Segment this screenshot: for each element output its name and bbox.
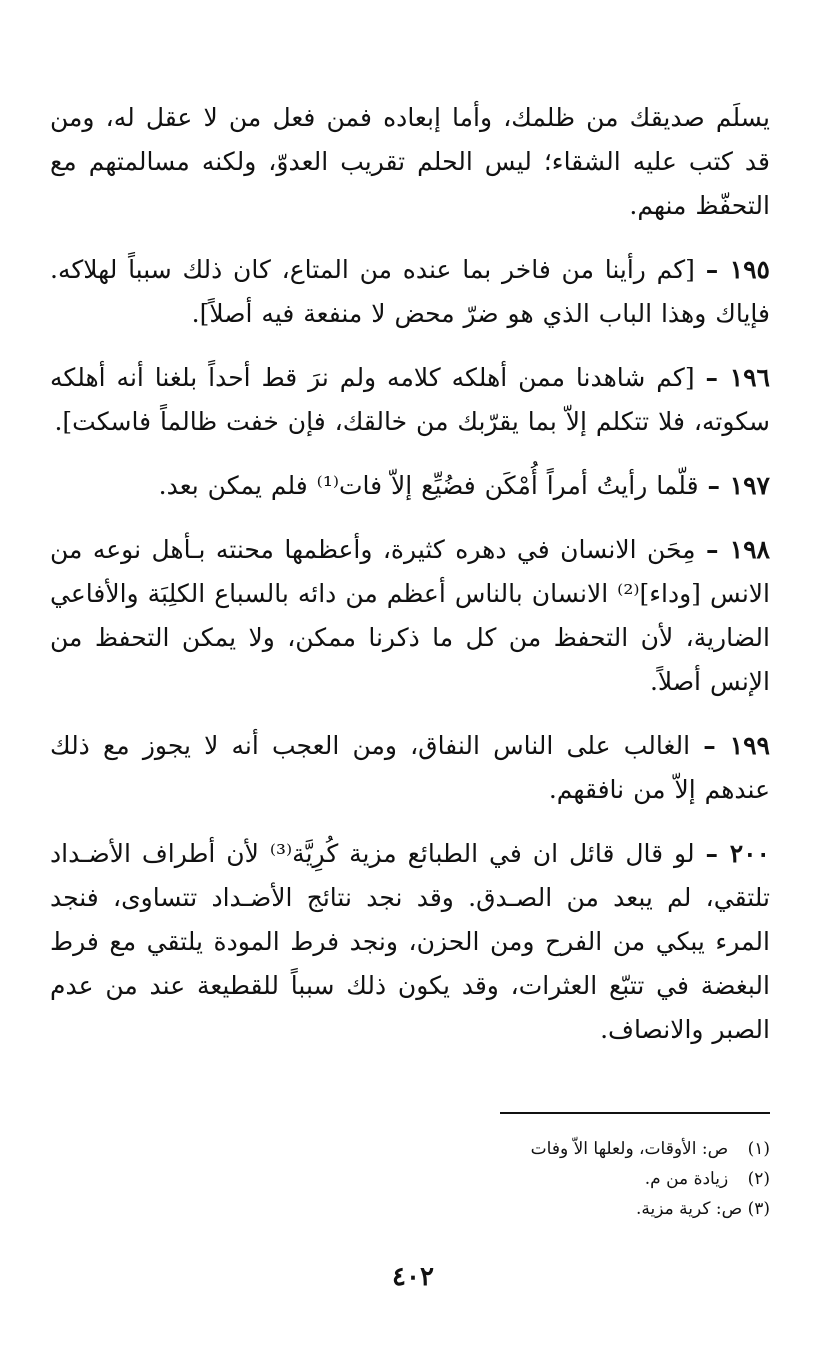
- paragraph-text: [كم شاهدنا ممن أهلكه كلامه ولم نرَ قط أحداً بلغنا أنه أهلكه سكوته، فلا تتكلم إلاّ بما يقرّبك من خالقك، فإن خفت ظالماً فاسكت].: [50, 363, 770, 436]
- paragraph-number: ١٩٨ –: [705, 535, 770, 564]
- footnote-1: [250, 1134, 770, 1164]
- paragraph-text: مِحَن الانسان في دهره كثيرة، وأعظمها محنته بـأهل نوعه من الانس [وداء]⁽²⁾ الانسان بالناس أعظم من دائه بالسباع الكلِبَة والأفاعي الضارية، لأن التحفظ من كل ما ذكرنا ممكن، ولا يمكن التحفظ من الإنس أصلاً.: [50, 535, 770, 696]
- paragraph-text: [كم رأينا من فاخر بما عنده من المتاع، كان ذلك سبباً لهلاكه. فإياك وهذا الباب الذي هو ضرّ محض لا منفعة فيه أصلاً].: [50, 255, 770, 328]
- paragraph-intro: [50, 96, 770, 228]
- paragraph-number: ١٩٧ –: [707, 471, 770, 500]
- footnote-2: [250, 1164, 770, 1194]
- paragraph-195: [50, 248, 770, 336]
- footnote-mark: (٢): [747, 1169, 770, 1189]
- paragraph-199: [50, 724, 770, 812]
- page-body: [50, 96, 770, 1072]
- paragraph-200: [50, 832, 770, 1052]
- paragraph-number: ١٩٥ –: [705, 255, 770, 284]
- paragraph-196: [50, 356, 770, 444]
- footnote-divider: [500, 1112, 770, 1114]
- paragraph-number: ١٩٩ –: [703, 731, 770, 760]
- paragraph-number: ٢٠٠ –: [705, 839, 770, 868]
- footnote-text: زيادة من م.: [644, 1169, 729, 1189]
- footnote-mark: (١): [747, 1139, 770, 1159]
- footnote-text: ص: كرية مزية.: [636, 1199, 743, 1219]
- footnote-text: ص: الأوقات، ولعلها الاّ وفات: [530, 1139, 729, 1159]
- paragraph-text: قلّما رأيتُ أمراً أُمْكَن فضُيِّع إلاّ فات⁽¹⁾ فلم يمكن بعد.: [158, 471, 699, 500]
- paragraph-text: يسلَم صديقك من ظلمك، وأما إبعاده فمن فعل من لا عقل له، ومن قد كتب عليه الشقاء؛ ليس الحلم تقريب العدوّ، ولكنه مسالمتهم مع التحفّظ منهم.: [50, 103, 770, 220]
- footnote-3: [250, 1194, 770, 1224]
- page-number: ٤٠٢: [392, 1262, 434, 1292]
- paragraph-text: لو قال قائل ان في الطبائع مزية كُرِيَّة⁽³⁾ لأن أطراف الأضـداد تلتقي، لم يبعد من الصـدق. وقد نجد نتائج الأضـداد تتساوى، فنجد المرء يبكي من الفرح ومن الحزن، ونجد فرط المودة يلتقي مع فرط البغضة في تتبّع العثرات، وقد يكون ذلك سبباً للقطيعة عند من عدم الصبر والانصاف.: [50, 839, 770, 1044]
- paragraph-198: [50, 528, 770, 704]
- paragraph-number: ١٩٦ –: [705, 363, 770, 392]
- footnote-mark: (٣): [747, 1199, 770, 1219]
- footnotes: [250, 1134, 770, 1224]
- paragraph-197: [50, 464, 770, 508]
- paragraph-text: الغالب على الناس النفاق، ومن العجب أنه لا يجوز مع ذلك عندهم إلاّ من نافقهم.: [50, 731, 770, 804]
